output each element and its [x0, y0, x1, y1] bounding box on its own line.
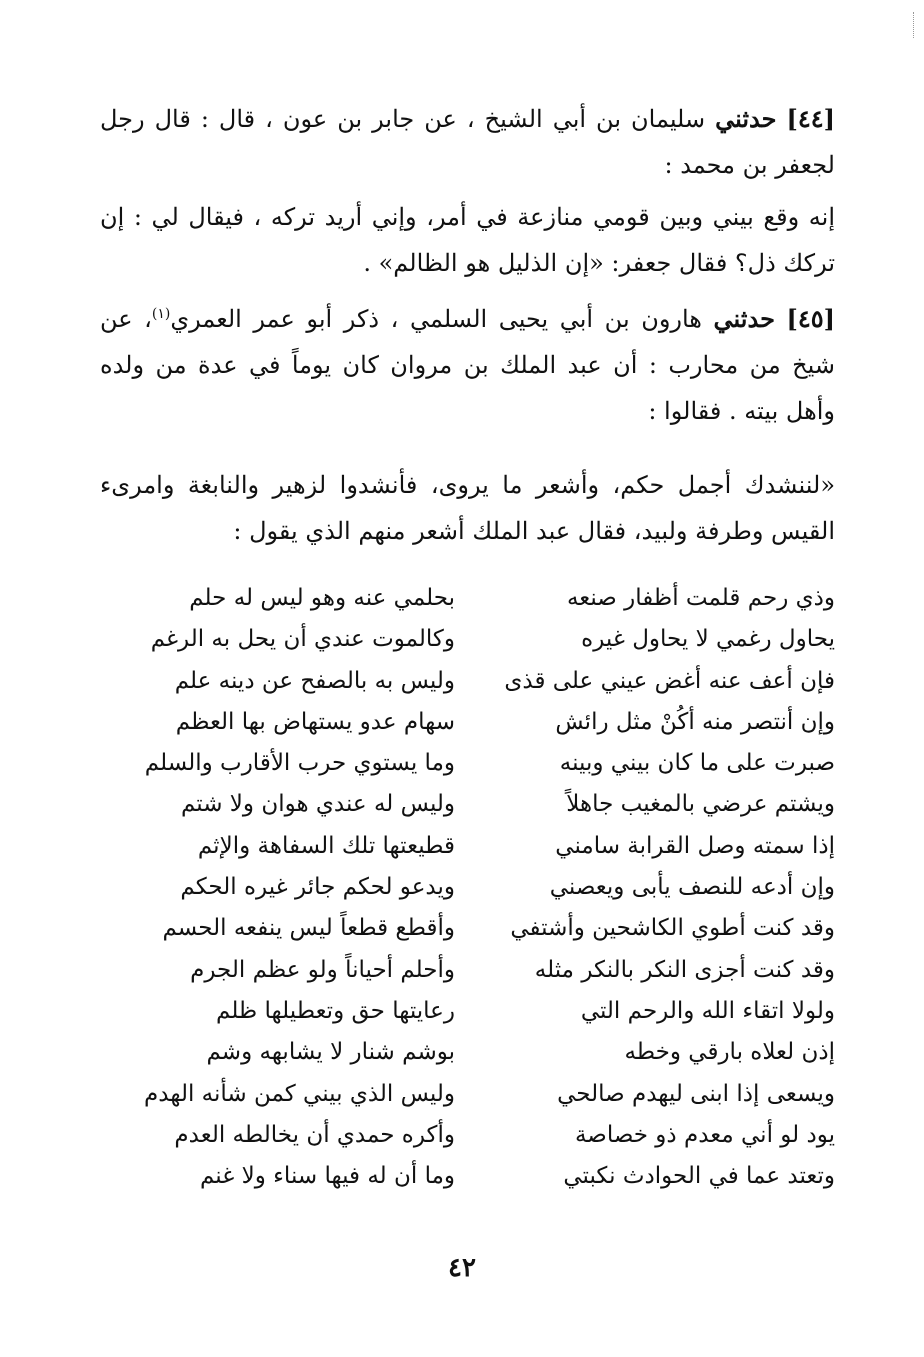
poem [100, 578, 835, 1238]
poem-hemistich: فإن أعف عنه أغض عيني على قذى [504, 667, 835, 694]
poem-hemistich: ولولا اتقاء الله والرحم التي [580, 997, 835, 1024]
poem-hemistich: وقد كنت أجزى النكر بالنكر مثله [534, 956, 835, 983]
page-number: ٤٢ [448, 1253, 476, 1283]
poem-hemistich: بوشم شنار لا يشابهه وشم [206, 1039, 455, 1066]
footnote-reference: (١) [151, 306, 171, 322]
poem-first-hemistichs [480, 578, 835, 1197]
paragraph-text: «لننشدك أجمل حكم، وأشعر ما يروى، فأنشدوا لزهير والنابغة وامرىء القيس وطرفة ولبيد، فقال عبد الملك أشعر منهم الذي يقول : [100, 471, 835, 545]
poem-hemistich: ويسعى إذا ابنى ليهدم صالحي [557, 1080, 835, 1107]
poem-hemistich: رعايتها حق وتعطيلها ظلم [216, 997, 455, 1024]
poem-hemistich: وما يستوي حرب الأقارب والسلم [144, 750, 455, 777]
poem-hemistich: وليس له عندي هوان ولا شتم [180, 791, 455, 818]
entry-lead-word: حدثني [713, 304, 775, 333]
poem-hemistich: وأقطع قطعاً ليس ينفعه الحسم [162, 915, 455, 942]
poem-hemistich: وإن أدعه للنصف يأبى ويعصني [549, 874, 835, 901]
poem-hemistich: وليس الذي بيني كمن شأنه الهدم [144, 1080, 455, 1107]
poem-hemistich: وما أن له فيها سناء ولا غنم [200, 1163, 455, 1190]
poem-hemistich: وأحلم أحياناً ولو عظم الجرم [190, 956, 455, 983]
paragraph-poets [100, 462, 835, 554]
poem-hemistich: ويدعو لحكم جائر غيره الحكم [180, 874, 455, 901]
poem-hemistich: وكالموت عندي أن يحل به الرغم [150, 626, 455, 653]
paragraph-text: إنه وقع بيني وبين قومي منازعة في أمر، وإني أريد تركه ، فيقال لي : إن تركك ذل؟ فقال جعفر: «إن الذليل هو الظالم» . [100, 203, 835, 277]
paragraph-45 [100, 296, 835, 434]
poem-hemistich: وليس به بالصفح عن دينه علم [174, 667, 455, 694]
paragraph-text: ، عن شيخ من محارب : أن عبد الملك بن مروان كان يوماً في عدة من ولده وأهل بيته . فقالوا : [100, 305, 835, 425]
poem-hemistich: وقد كنت أطوي الكاشحين وأشتفي [510, 915, 835, 942]
poem-hemistich: يود لو أني معدم ذو خصاصة [574, 1121, 835, 1148]
poem-hemistich: بحلمي عنه وهو ليس له حلم [189, 585, 455, 611]
paragraph-text-before-ref: هارون بن أبي يحيى السلمي ، ذكر أبو عمر العمري [170, 305, 702, 333]
poem-hemistich: صبرت على ما كان بيني وبينه [559, 750, 835, 777]
entry-number: [٤٥] [786, 304, 835, 333]
paragraph-44 [100, 96, 835, 188]
poem-hemistich: إذا سمته وصل القرابة سامني [555, 832, 835, 859]
entry-number: [٤٤] [786, 104, 835, 133]
poem-hemistich: ويشتم عرضي بالمغيب جاهلاً [566, 791, 835, 818]
paragraph-quote-jafar [100, 194, 835, 286]
poem-hemistich: وتعتد عما في الحوادث نكبتي [563, 1163, 835, 1190]
margin-mark [911, 12, 914, 38]
paragraph-text: سليمان بن أبي الشيخ ، عن جابر بن عون ، قال : قال رجل لجعفر بن محمد : [100, 105, 835, 179]
poem-hemistich: وأكره حمدي أن يخالطه العدم [174, 1121, 455, 1148]
poem-hemistich: وذي رحم قلمت أظفار صنعه [566, 585, 835, 611]
poem-hemistich: سهام عدو يستهاض بها العظم [175, 708, 455, 735]
poem-hemistich: إذن لعلاه بارقي وخطه [624, 1039, 835, 1066]
poem-hemistich: يحاول رغمي لا يحاول غيره [581, 626, 835, 653]
poem-second-hemistichs [100, 578, 455, 1197]
poem-hemistich: وإن أنتصر منه أكُنْ مثل رائش [555, 708, 835, 735]
entry-lead-word: حدثني [715, 104, 777, 133]
poem-hemistich: قطيعتها تلك السفاهة والإثم [197, 832, 455, 859]
